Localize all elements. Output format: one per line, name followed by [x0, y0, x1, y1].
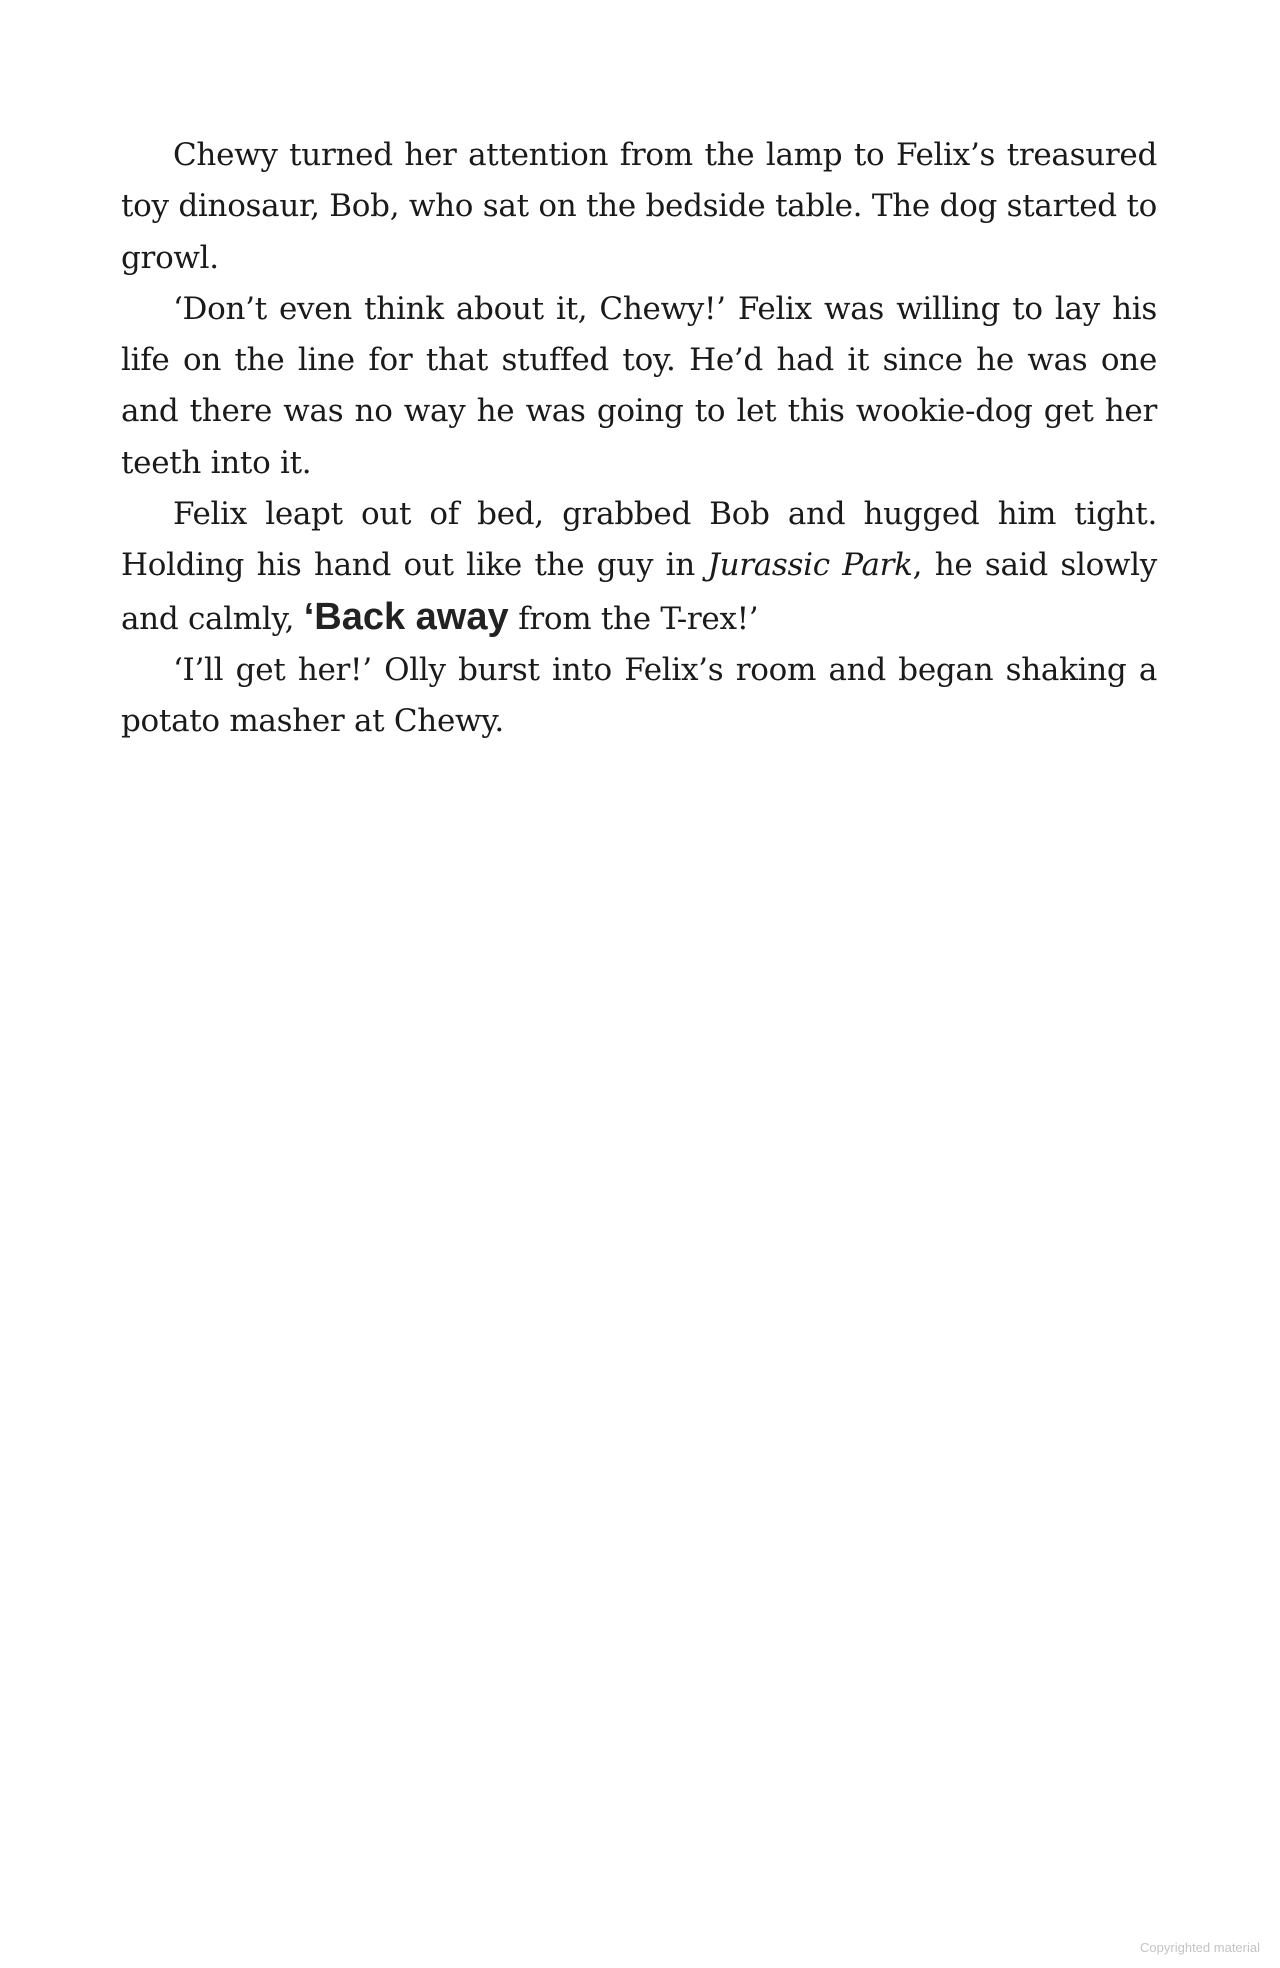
copyright-watermark: Copyrighted material — [1140, 1940, 1260, 1955]
shouted-phrase: ‘Back away — [303, 595, 509, 638]
body-text — [121, 130, 1157, 748]
paragraph-3-text-end: from the T-rex!’ — [508, 600, 759, 637]
paragraph-2: ‘Don’t even think about it, Chewy!’ Felix was willing to lay his life on the line for that stuffed toy. He’d had it since he was one and there was no way he was going to let this wookie-dog get her teeth into it. — [121, 290, 1157, 481]
paragraph-1: Chewy turned her attention from the lamp to Felix’s treasured toy dinosaur, Bob, who sat on the bedside table. The dog started to growl. — [121, 137, 1157, 276]
movie-title: Jurassic Park — [707, 547, 913, 584]
paragraph-3 — [121, 489, 1157, 645]
paragraph-3-text-middle: , he said slowly and calmly, — [121, 547, 1157, 637]
paragraph-3-text-start: Felix leapt out of bed, grabbed Bob and hugged him tight. Holding his hand out like the guy in — [121, 496, 1157, 584]
paragraph-4: ‘I’ll get her!’ Olly burst into Felix’s room and began shaking a potato masher at Chewy. — [121, 651, 1157, 740]
